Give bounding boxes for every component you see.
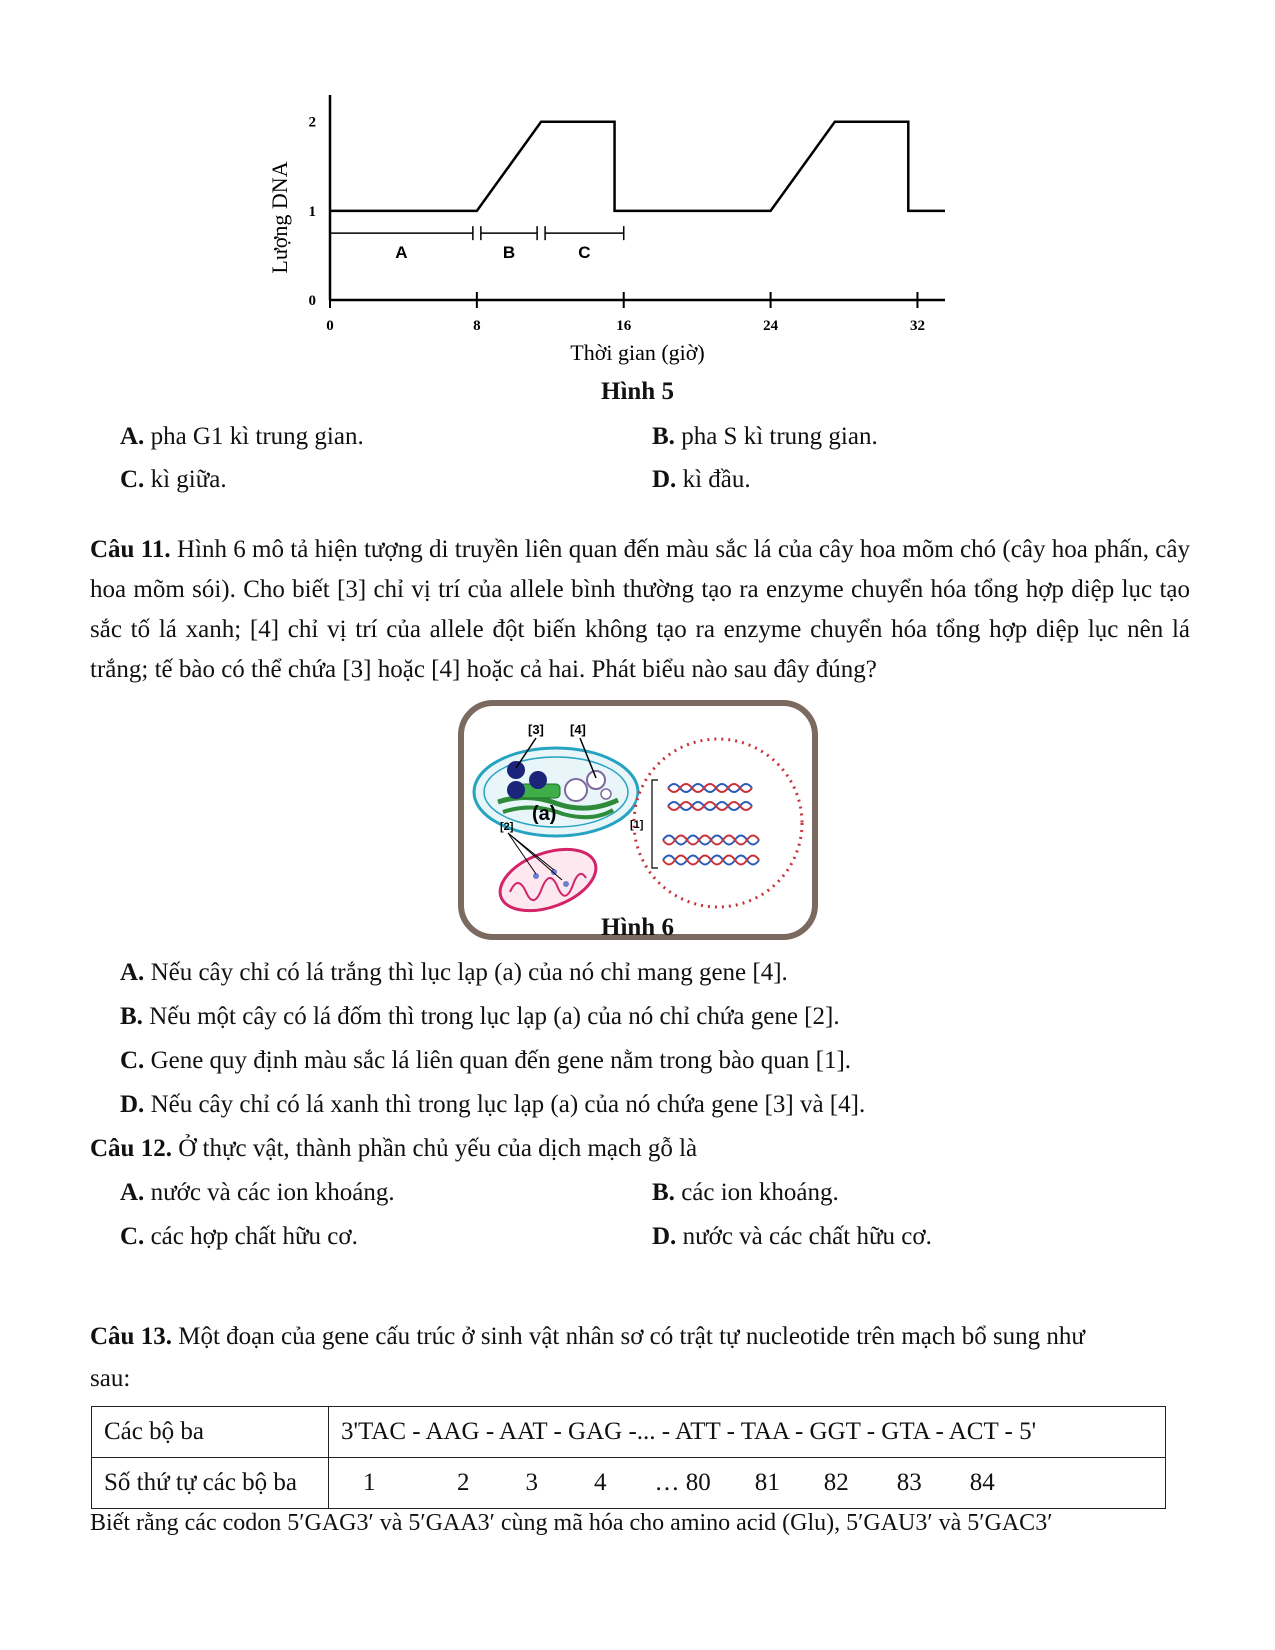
- q10-option-c[interactable]: C. kì giữa.: [120, 466, 227, 493]
- dna-series-line: [330, 122, 945, 211]
- table-cell: [329, 1458, 1166, 1509]
- q11-option-b[interactable]: B. Nếu một cây có lá đốm thì trong lục lạp (a) của nó chỉ chứa gene [2].: [120, 1003, 840, 1030]
- label-1: [1]: [630, 819, 644, 831]
- q11-option-c[interactable]: C. Gene quy định màu sắc lá liên quan đến gene nằm trong bào quan [1].: [120, 1047, 852, 1074]
- label-3: [3]: [528, 722, 544, 737]
- codon-index: 84: [969, 1469, 995, 1496]
- x-tick-label: 32: [909, 318, 925, 334]
- y-axis-label: Lượng DNA: [267, 161, 292, 274]
- codon-index: 1: [363, 1469, 376, 1496]
- label-2: [2]: [500, 821, 514, 833]
- q12-option-b[interactable]: B. các ion khoáng.: [652, 1179, 839, 1206]
- x-tick-label: 0: [326, 318, 334, 334]
- table-row: [92, 1458, 1166, 1509]
- q11-option-a[interactable]: A. Nếu cây chỉ có lá trắng thì lục lạp (a) của nó chỉ mang gene [4].: [120, 959, 788, 986]
- q10-option-d[interactable]: D. kì đầu.: [652, 466, 751, 493]
- phase-label: A: [395, 243, 408, 263]
- q13-question: Câu 13. Một đoạn của gene cấu trúc ở sinh vật nhân sơ có trật tự nucleotide trên mạch bổ sung như: [90, 1323, 1085, 1350]
- q11-question: [90, 530, 1190, 690]
- x-tick-label: 8: [473, 318, 481, 334]
- table-cell: 3'TAC - AAG - AAT - GAG -... - ATT - TAA - GGT - GTA - ACT - 5': [329, 1407, 1166, 1458]
- table-cell: Số thứ tự các bộ ba: [92, 1458, 329, 1509]
- q12-option-a[interactable]: A. nước và các ion khoáng.: [120, 1179, 395, 1206]
- q12-option-d[interactable]: D. nước và các chất hữu cơ.: [652, 1223, 932, 1250]
- phase-label: B: [502, 243, 516, 263]
- codon-index: 83: [896, 1469, 922, 1496]
- figure-5-chart: [255, 85, 985, 385]
- codon-index: 82: [823, 1469, 849, 1496]
- table-cell: Các bộ ba: [92, 1407, 329, 1458]
- x-tick-label: 16: [616, 318, 632, 334]
- codon-index: 4: [594, 1469, 607, 1496]
- table-row: [92, 1407, 1166, 1458]
- codon-index: 3: [525, 1469, 538, 1496]
- figure-6-caption: Hình 6: [601, 914, 674, 941]
- q12-option-c[interactable]: C. các hợp chất hữu cơ.: [120, 1223, 358, 1250]
- q11-text: Hình 6 mô tả hiện tượng di truyền liên quan đến màu sắc lá của cây hoa mõm chó (cây hoa phấn, cây hoa mõm sói). Cho biết [3] chỉ vị trí của allele bình thường tạo ra enzyme chuyển hóa tổng hợp diệp lục tạo sắc tố lá xanh; [4] chỉ vị trí của allele đột biến không tạo ra enzyme chuyển hóa tổng hợp diệp lục nên lá trắng; tế bào có thể chứa [3] hoặc [4] hoặc cả hai. Phát biểu nào sau đây đúng?: [90, 536, 1190, 683]
- label-a: (a): [532, 803, 557, 825]
- q13-last-line: Biết rằng các codon 5′GAG3′ và 5′GAA3′ cùng mã hóa cho amino acid (Glu), 5′GAU3′ và 5′GAC3′: [90, 1510, 1053, 1536]
- x-tick-label: 24: [763, 318, 779, 334]
- q10-option-a[interactable]: A. pha G1 kì trung gian.: [120, 423, 364, 450]
- q10-option-b[interactable]: B. pha S kì trung gian.: [652, 423, 878, 450]
- label-4: [4]: [570, 722, 586, 737]
- y-tick-label: 2: [308, 114, 316, 131]
- codon-table: [91, 1406, 1166, 1509]
- x-axis-label: Thời gian (giờ): [570, 340, 705, 365]
- figure-6-diagram: [458, 700, 818, 940]
- codon-index: 2: [457, 1469, 470, 1496]
- y-tick-label: 1: [308, 203, 316, 220]
- q12-question: Câu 12. Ở thực vật, thành phần chủ yếu của dịch mạch gỗ là: [90, 1135, 698, 1162]
- codon-index: 81: [754, 1469, 780, 1496]
- figure-5-caption: Hình 5: [601, 378, 674, 405]
- q11-label: Câu 11.: [90, 536, 171, 563]
- q13-question-cont: sau:: [90, 1365, 131, 1392]
- phase-label: C: [578, 243, 591, 263]
- y-tick-label: 0: [308, 293, 316, 309]
- codon-index: … 80: [654, 1469, 711, 1496]
- q11-option-d[interactable]: D. Nếu cây chỉ có lá xanh thì trong lục lạp (a) của nó chứa gene [3] và [4].: [120, 1091, 866, 1118]
